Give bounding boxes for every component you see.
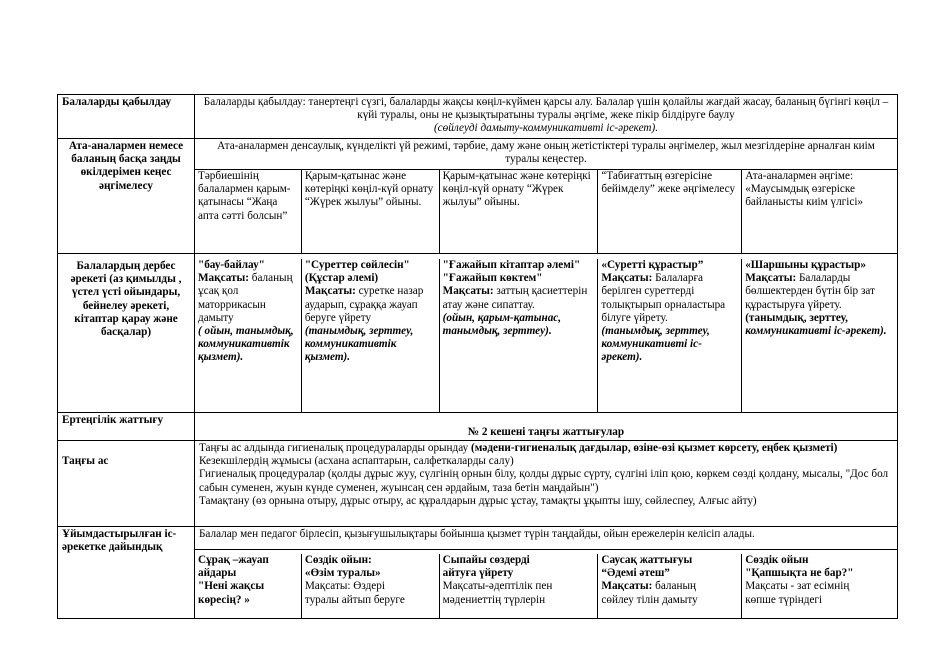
col-title: Сыпайы сөздерді: [442, 554, 530, 566]
goal-text: Балаларға берілген суреттерді толықтырып орналастыра білуге үйрету.: [601, 272, 726, 324]
independent-col-2: [301, 259, 439, 412]
activity-title: "Ғажайып кітаптар әлемі": [442, 259, 581, 271]
activity-subtitle: (Құстар әлемі): [304, 272, 379, 285]
parents-col-5: Ата-аналармен әңгіме: «Маусымдық өзгеріске байланысты киім үлгісі»: [741, 170, 897, 253]
col-subtitle: "Қапшықта не бар?": [745, 567, 854, 580]
col-goal-cont: туралы айтып беруге: [304, 593, 405, 606]
goal-label: Мақсаты:: [745, 272, 797, 285]
row-reception: [58, 95, 898, 139]
col-goal: баланың: [652, 580, 696, 593]
parents-content: [195, 139, 898, 254]
col-goal-cont: мәдениеттің түрлерін: [442, 593, 546, 606]
breakfast-line-2: Кезекшілердің жұмысы (асхана аспаптарын, салфеткаларды салу): [199, 455, 514, 468]
activity-tag: (ойын, қарым-қатынас, танымдық, зерттеу).: [442, 311, 562, 338]
organized-content: [195, 527, 898, 619]
parents-header: Ата-аналармен денсаулық, күнделікті үй режимі, тәрбие, даму және оның жетістіктері туралы әңгімелер, жыл мезгілдеріне арналған киім туралы кеңестер.: [195, 139, 897, 170]
reception-text: Балаларды қабылдау: танертеңгі сүзгі, балаларды жақсы көңіл-күймен қарсы алу. Балалар үшін қолайлы жағдай жасау, баланың бүгінгі көңіл – күйі туралы, оны не қызықтыратыны туралы әңгіме, жеке пікір білдіруге баулу: [203, 96, 889, 122]
goal-text: Балаларды бөлшектерден бүтін бір зат құрастыруға үйрету.: [745, 272, 875, 311]
activity-tag: ( ойын, танымдық, коммуникативтік қызмет).: [198, 325, 294, 364]
goal-label: Мақсаты:: [198, 272, 249, 285]
col-goal: Мақсаты-әдептілік пен: [442, 580, 553, 593]
row-organized: [58, 527, 898, 619]
col-goal-cont: сөйлеу тілін дамыту: [601, 593, 698, 606]
activity-title: «Суретті құрастыр”: [601, 259, 704, 271]
breakfast-line-3: Гигиеналық процедуралар (қолды дұрыс жуу, сүлгінің орнын білу, қолды дұрыс сүрту, сүлгіні іліп қою, көркем сөзді қолдану, мысалы, "Дос бол сабын суменен, жуын күнде суменен, жуынсаң сен әрдайым, таза бетін маңдайын"): [199, 468, 889, 494]
parents-col-2: Қарым-қатынас және көтеріңкі көңіл-күй орнату “Жүрек жылуы” ойыны.: [301, 170, 439, 253]
parents-col-1: Тәрбиешінің балалармен қарым-қатынасы “Жаңа апта сәтті болсын”: [198, 170, 291, 222]
row-exercise: [58, 413, 898, 441]
independent-col-4: [597, 259, 741, 412]
row-label-parents: Ата-аналармен немесе баланың басқа заңды өкілдерімен кеңес әңгімелесу: [58, 139, 195, 254]
exercise-text: № 2 кешені таңғы жаттығулар: [195, 413, 898, 441]
col-line: "Нені жақсы: [198, 580, 265, 593]
goal-label: Мақсаты:: [601, 272, 653, 285]
organized-col-2: [301, 554, 439, 618]
activity-tag: (танымдық, зерттеу, коммуникативтік қызмет).: [304, 325, 414, 364]
organized-col-4: [597, 554, 741, 618]
daily-plan-table: [57, 94, 898, 619]
independent-col-1: [195, 259, 301, 412]
activity-title: «Шаршыны құрастыр»: [745, 259, 866, 271]
row-breakfast: [58, 441, 898, 527]
activity-tag: (танымдық, зерттеу,: [745, 311, 848, 324]
organized-col-5: [741, 554, 897, 618]
row-label-organized: Ұйымдастырылған іс-әрекетке дайындық: [58, 527, 195, 619]
activity-tag: (танымдық, зерттеу, коммуникативті іс-әрекет).: [601, 325, 710, 364]
goal-text: суретке назар аударып, сұраққа жауап беруге үйрету: [304, 285, 424, 324]
col-goal-cont: көпше түріндегі: [745, 593, 823, 606]
organized-header: Балалар мен педагог бірлесіп, қызығушылықтары бойынша қызмет түрін таңдайды, ойын ережелерін келісіп алады.: [195, 527, 897, 550]
breakfast-line-1-tag: (мәдени-гигиеналық дағдылар, өзіне-өзі қызмет көрсету, еңбек қызметі): [471, 442, 838, 454]
parents-col-4: “Табиғаттың өзгерісіне бейімделу” жеке әңгімелесу: [597, 170, 741, 253]
col-title: Сөздік ойын: [745, 554, 809, 566]
activity-subtitle: "Ғажайып көктем": [442, 272, 543, 285]
goal-label: Мақсаты:: [601, 580, 653, 593]
goal-label: Мақсаты:: [442, 285, 494, 298]
breakfast-line-4: Тамақтану (өз орнына отыру, дұрыс отыру, ас құралдарын дұрыс ұстау, тамақты ұқыпты ішу, сөйлеспеу, Алғыс айту): [199, 494, 757, 507]
col-line: көресің? »: [198, 593, 250, 606]
independent-col-5: [741, 259, 897, 412]
organized-col-1: [195, 554, 301, 618]
col-line: айдары: [198, 567, 237, 580]
breakfast-content: [195, 441, 898, 527]
col-line: Сұрақ –жауап: [198, 554, 269, 566]
col-title: Сөздік ойын:: [304, 554, 372, 566]
col-goal: Мақсаты: Өздері: [304, 580, 385, 593]
activity-title: "бау-байлау": [198, 259, 265, 271]
col-goal: Мақсаты - зат есімнің: [745, 580, 850, 593]
row-label-reception: Балаларды қабылдау: [58, 95, 195, 139]
row-label-exercise: Ертеңгілік жаттығу: [58, 413, 195, 441]
col-subtitle: айтуға үйрету: [442, 567, 514, 580]
independent-content: [195, 254, 898, 413]
col-subtitle: «Өзім туралы»: [304, 567, 381, 580]
col-title: Саусақ жаттығуы: [601, 554, 693, 566]
activity-title: "Суреттер сөйлесін": [304, 259, 410, 271]
row-independent: [58, 254, 898, 413]
row-label-independent: Балалардың дербес әрекеті (аз қимылды , үстел үсті ойындары, бейнелеу әрекеті, кітаптар қарау және басқалар): [58, 254, 195, 413]
activity-tag-2: коммуникативті іс-әрекет).: [745, 325, 887, 338]
goal-text: заттың қасиеттерін атау және сипаттау.: [442, 285, 588, 311]
parents-col-3: Қарым-қатынас және көтеріңкі көңіл-күй орнату “Жүрек жылуы” ойыны.: [439, 170, 598, 253]
goal-text: баланың ұсақ қол маторрикасын дамыту: [198, 272, 293, 324]
breakfast-line-1: Таңғы ас алдында гигиеналық процедураларды орындау: [199, 442, 472, 454]
goal-label: Мақсаты:: [304, 285, 356, 298]
row-parents: [58, 139, 898, 254]
reception-content: [195, 95, 898, 139]
row-label-breakfast: Таңғы ас: [58, 441, 195, 527]
reception-tag: (сөйлеуді дамыту-коммуникативті іс-әрекет).: [433, 122, 659, 135]
col-subtitle: “Әдемі әтеш”: [601, 567, 670, 580]
organized-col-3: [439, 554, 598, 618]
independent-col-3: [439, 259, 598, 412]
